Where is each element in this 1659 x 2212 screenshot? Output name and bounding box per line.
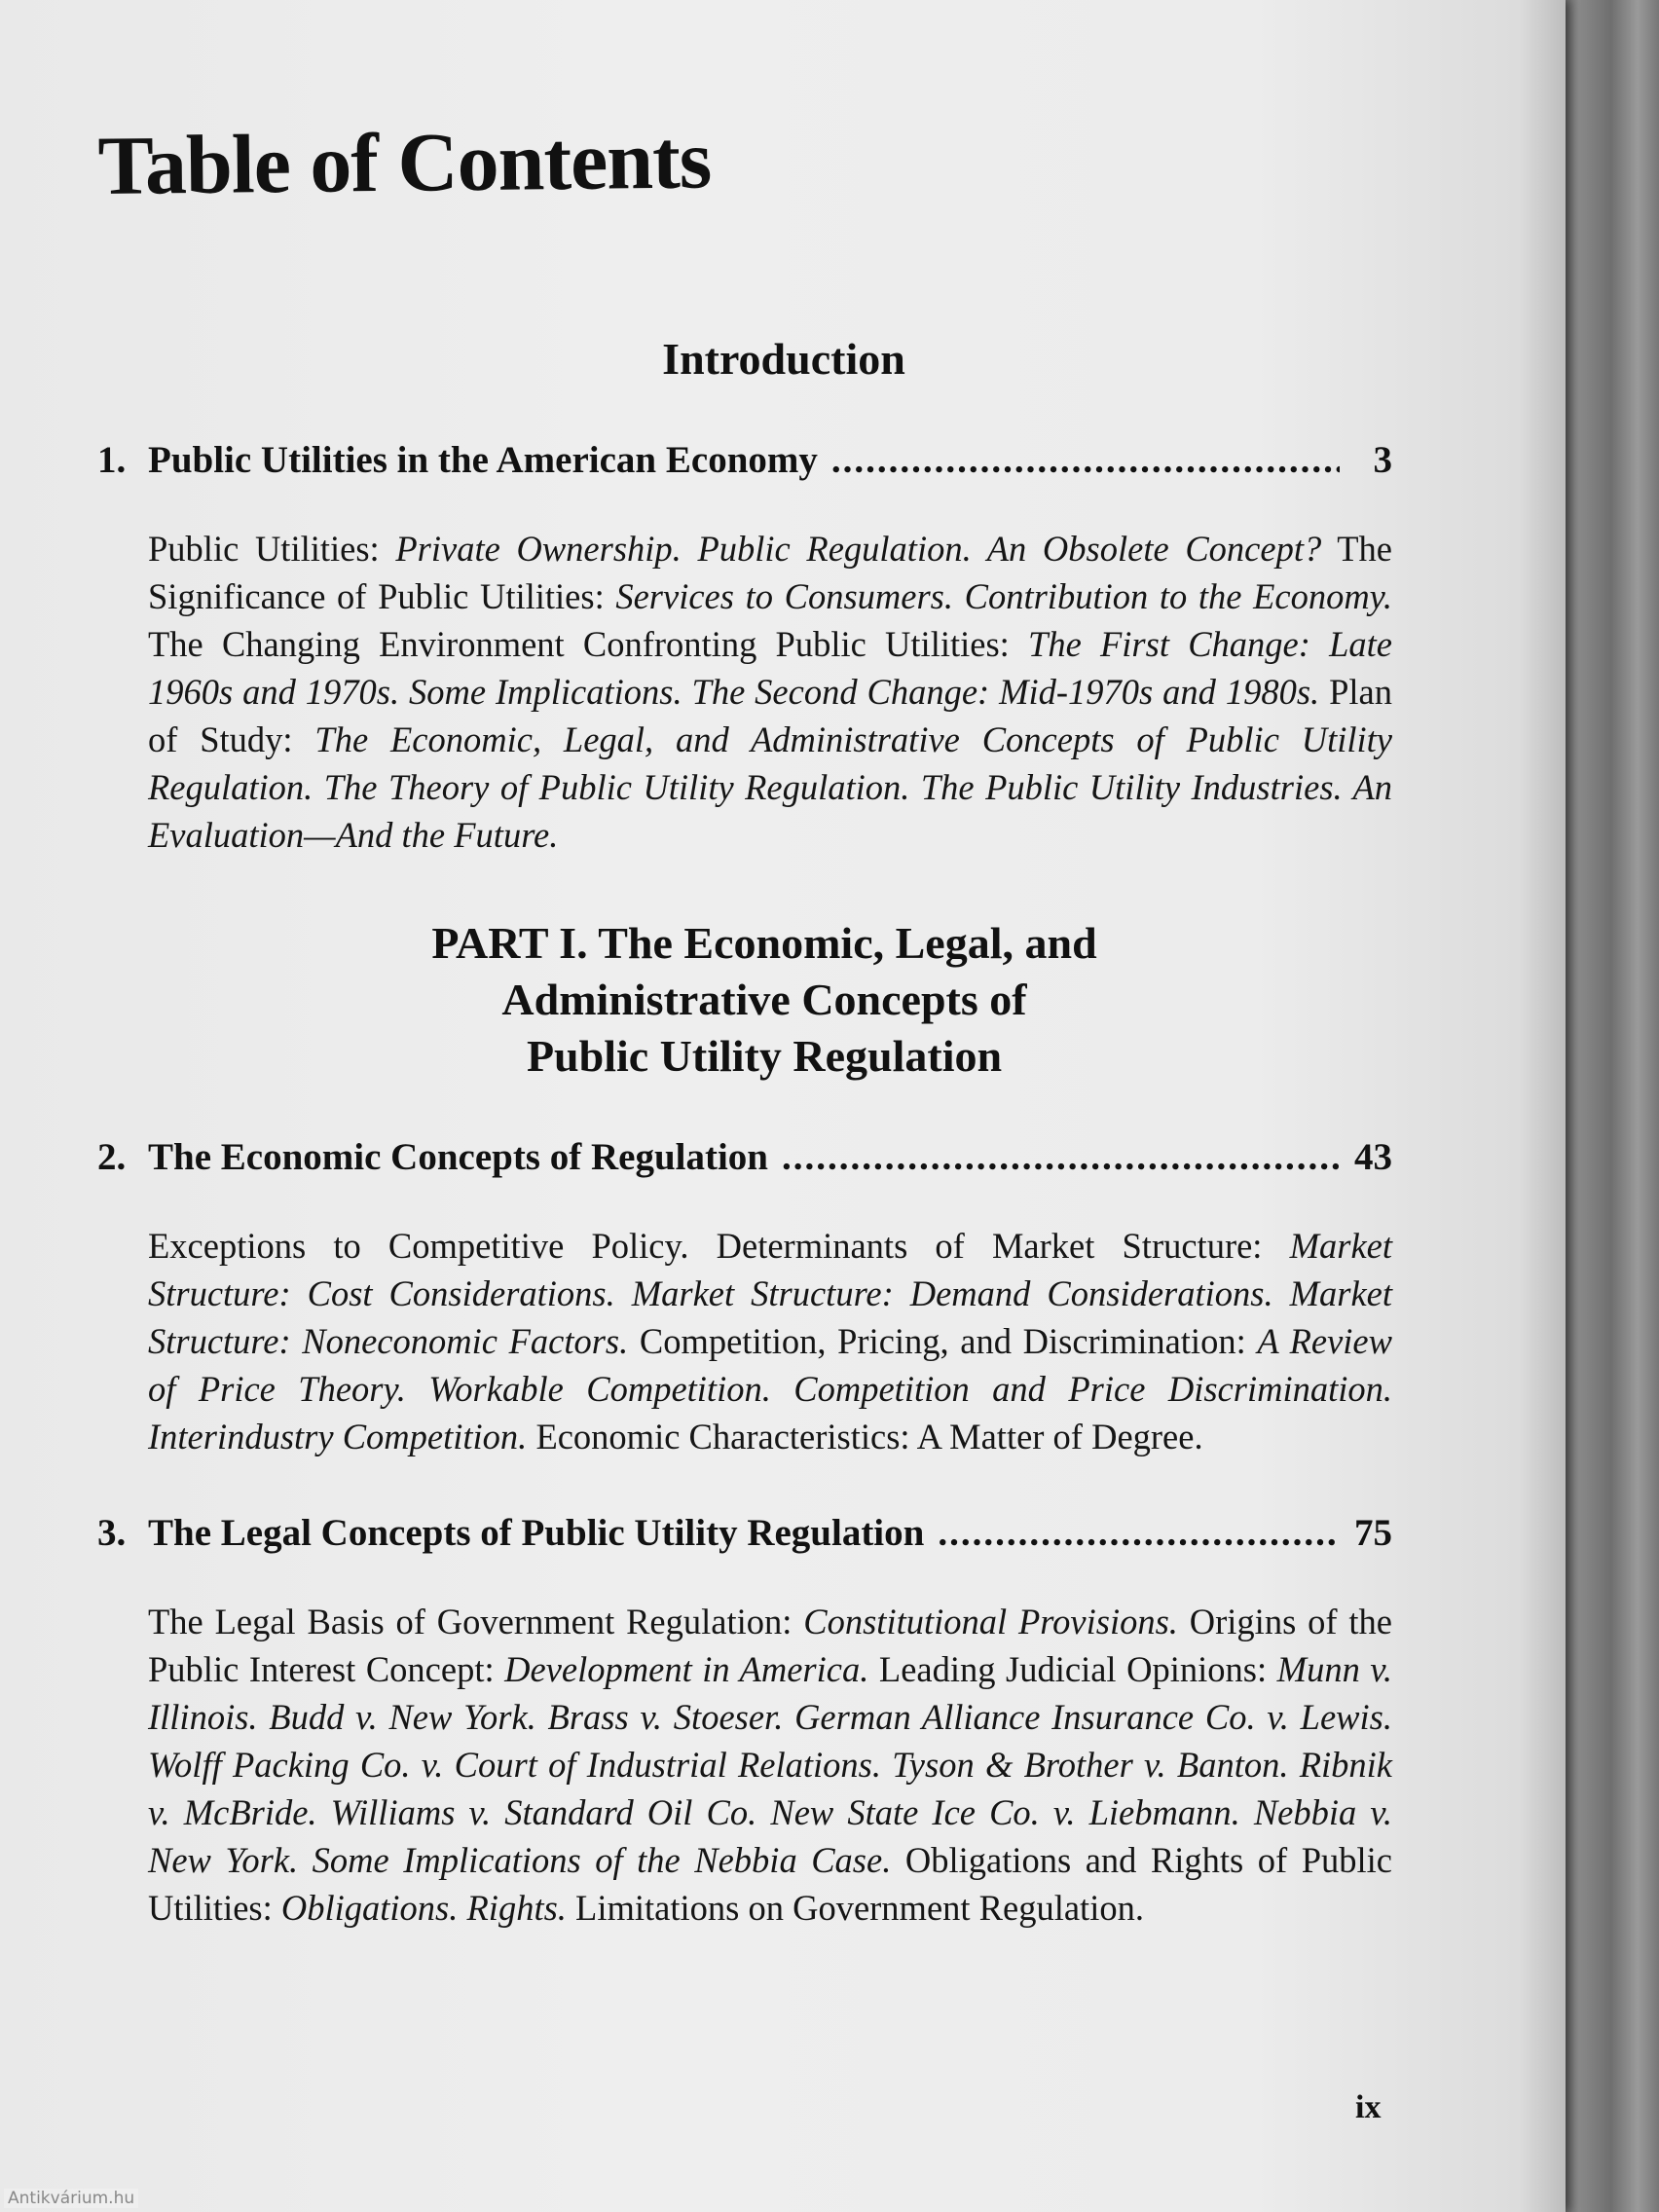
part-heading-line: Administrative Concepts of	[501, 975, 1027, 1024]
description-segment: Limitations on Government Regulation.	[566, 1888, 1144, 1928]
description-segment: Competition, Pricing, and Discrimination:	[628, 1321, 1258, 1361]
chapter-page-number: 75	[1354, 1512, 1392, 1554]
chapter-entry	[97, 1511, 1392, 1555]
introduction-heading: Introduction	[662, 334, 905, 384]
part-heading-line: PART I. The Economic, Legal, and	[431, 918, 1097, 968]
description-italic-segment: Munn v. Illinois. Budd v. New York. Brass v. Stoeser. German Alliance Insurance Co. v. Lewis. Wolff Packing Co. v. Court of Industrial Relations. Tyson & Brother v. Banton. Ribnik v. McBride. Williams v. Standard Oil Co. New State Ice Co. v. Liebmann. Nebbia v. New York. Some Implications of the Nebbia Case.	[148, 1649, 1392, 1880]
chapter-number: 1.	[97, 439, 127, 481]
description-segment: The Changing Environment Confronting Public Utilities:	[148, 624, 1029, 664]
toc-content	[97, 112, 1393, 1932]
chapter-number: 3.	[97, 1512, 127, 1554]
chapter-number: 2.	[97, 1136, 127, 1178]
chapter-title: The Economic Concepts of Regulation	[148, 1136, 768, 1178]
chapter-entry	[97, 438, 1392, 482]
dot-leader	[782, 1135, 1340, 1179]
chapter-description	[148, 1598, 1392, 1932]
description-segment: Economic Characteristics: A Matter of Degree.	[527, 1417, 1203, 1456]
dot-leader	[831, 438, 1340, 482]
part-heading	[97, 915, 1392, 1085]
description-italic-segment: Market Structure: Cost Considerations. Market Structure: Demand Considerations. Market Structure: Noneconomic Factors.	[148, 1226, 1392, 1361]
description-italic-segment: Services to Consumers. Contribution to the Economy.	[615, 576, 1392, 616]
description-segment: Plan of Study:	[148, 672, 1392, 759]
description-segment: The Legal Basis of Government Regulation:	[148, 1602, 804, 1641]
page-title: Table of Contents	[97, 112, 712, 212]
chapter-title: The Legal Concepts of Public Utility Regulation	[148, 1512, 925, 1554]
description-italic-segment: The Economic, Legal, and Administrative Concepts of Public Utility Regulation. The Theory of Public Utility Regulation. The Public Utility Industries. An Evaluation—And the Future.	[148, 719, 1392, 855]
description-segment: Obligations and Rights of Public Utilities:	[148, 1840, 1392, 1928]
chapter-2	[97, 1135, 1392, 1460]
background-strip	[1552, 0, 1659, 2212]
chapter-entry	[97, 1135, 1392, 1179]
chapter-description	[148, 525, 1392, 859]
description-segment: Exceptions to Competitive Policy. Determinants of Market Structure:	[148, 1226, 1290, 1266]
description-italic-segment: Private Ownership. Public Regulation. An Obsolete Concept?	[395, 529, 1322, 569]
description-segment: Origins of the Public Interest Concept:	[148, 1602, 1392, 1689]
watermark: Antikvárium.hu	[4, 2189, 138, 2208]
description-italic-segment: The First Change: Late 1960s and 1970s. Some Implications. The Second Change: Mid-1970s and 1980s.	[148, 624, 1393, 712]
chapter-title: Public Utilities in the American Economy	[148, 439, 818, 481]
chapter-3	[97, 1511, 1392, 1932]
dot-leader	[938, 1511, 1340, 1555]
description-segment: The Significance of Public Utilities:	[148, 529, 1392, 616]
description-italic-segment: A Review of Price Theory. Workable Competition. Competition and Price Discrimination. Interindustry Competition.	[148, 1321, 1392, 1456]
page-number: ix	[1355, 2089, 1382, 2125]
chapter-page-number: 3	[1373, 439, 1392, 481]
chapter-page-number: 43	[1354, 1136, 1392, 1178]
chapter-description	[148, 1222, 1392, 1460]
description-segment: Leading Judicial Opinions:	[868, 1649, 1277, 1689]
chapter-1	[97, 438, 1392, 859]
part-heading-line: Public Utility Regulation	[526, 1031, 1003, 1081]
description-italic-segment: Obligations. Rights.	[280, 1888, 567, 1928]
description-segment: Public Utilities:	[148, 529, 396, 569]
description-italic-segment: Constitutional Provisions.	[803, 1602, 1178, 1641]
description-italic-segment: Development in America.	[504, 1649, 869, 1689]
